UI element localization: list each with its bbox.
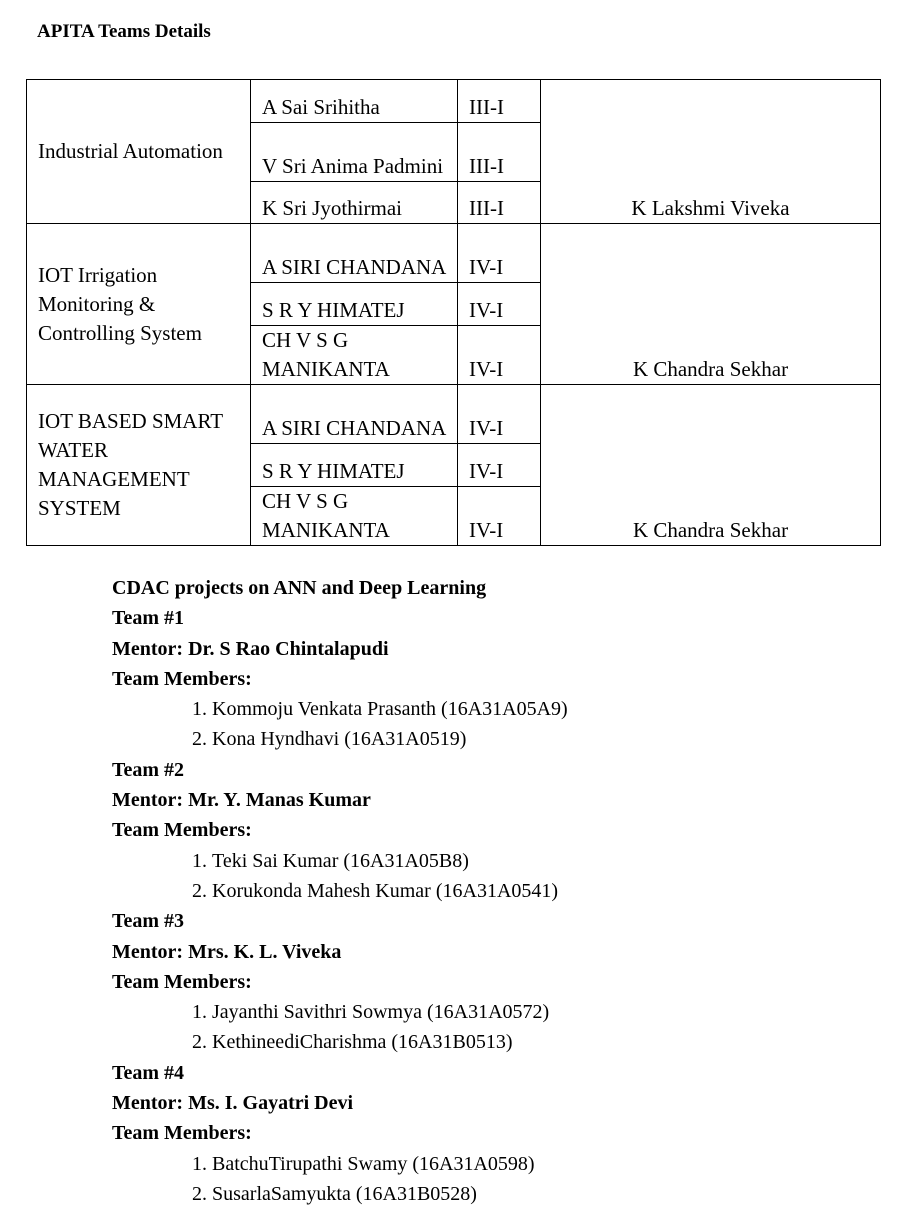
list-item: 1. Kommoju Venkata Prasanth (16A31A05A9) — [212, 694, 872, 724]
table-row — [27, 224, 881, 283]
member-year-cell: IV-I — [458, 224, 541, 283]
member-year-cell: III-I — [458, 123, 541, 182]
list-item: 1. Teki Sai Kumar (16A31A05B8) — [212, 846, 872, 876]
member-name-cell: CH V S G MANIKANTA — [251, 326, 458, 385]
team-members-label: Team Members: — [112, 1122, 252, 1145]
member-year-cell: IV-I — [458, 283, 541, 326]
member-name-cell: A SIRI CHANDANA — [251, 224, 458, 283]
list-item: 1. BatchuTirupathi Swamy (16A31A0598) — [212, 1149, 872, 1179]
list-item: 2. Korukonda Mahesh Kumar (16A31A0541) — [212, 876, 872, 906]
table-row — [27, 80, 881, 123]
team-heading: Team #1 — [112, 607, 185, 630]
member-name-cell: A Sai Srihitha — [251, 80, 458, 123]
member-year-cell: IV-I — [458, 487, 541, 546]
team-heading: Team #3 — [112, 910, 185, 933]
team-members-list — [112, 694, 872, 755]
mentor-cell: K Lakshmi Viveka — [541, 80, 881, 224]
team-members-label: Team Members: — [112, 819, 252, 842]
apita-teams-table — [26, 79, 881, 546]
member-year-cell: III-I — [458, 182, 541, 224]
team-members-list — [112, 997, 872, 1058]
member-year-cell: IV-I — [458, 444, 541, 487]
project-cell: IOT Irrigation Monitoring & Controlling System — [27, 224, 251, 385]
member-name-cell: S R Y HIMATEJ — [251, 444, 458, 487]
team-heading: Team #4 — [112, 1061, 185, 1084]
cdac-section — [112, 573, 872, 1209]
team-mentor: Mentor: Mrs. K. L. Viveka — [112, 940, 342, 963]
team-members-list — [112, 846, 872, 907]
cdac-title: CDAC projects on ANN and Deep Learning — [112, 577, 487, 599]
list-item: 2. KethineediCharishma (16A31B0513) — [212, 1027, 872, 1057]
member-year-cell: IV-I — [458, 326, 541, 385]
page-heading: APITA Teams Details — [37, 21, 211, 42]
member-year-cell: IV-I — [458, 385, 541, 444]
team-members-list — [112, 1149, 872, 1210]
member-year-cell: III-I — [458, 80, 541, 123]
member-name-cell: V Sri Anima Padmini — [251, 123, 458, 182]
list-item: 2. SusarlaSamyukta (16A31B0528) — [212, 1179, 872, 1209]
list-item: 2. Kona Hyndhavi (16A31A0519) — [212, 724, 872, 754]
team-mentor: Mentor: Ms. I. Gayatri Devi — [112, 1092, 354, 1115]
member-name-cell: S R Y HIMATEJ — [251, 283, 458, 326]
member-name-cell: A SIRI CHANDANA — [251, 385, 458, 444]
project-cell: Industrial Automation — [27, 80, 251, 224]
mentor-cell: K Chandra Sekhar — [541, 385, 881, 546]
project-cell: IOT BASED SMART WATER MANAGEMENT SYSTEM — [27, 385, 251, 546]
team-members-label: Team Members: — [112, 667, 252, 690]
mentor-cell: K Chandra Sekhar — [541, 224, 881, 385]
table-row — [27, 385, 881, 444]
team-members-label: Team Members: — [112, 970, 252, 993]
member-name-cell: CH V S G MANIKANTA — [251, 487, 458, 546]
member-name-cell: K Sri Jyothirmai — [251, 182, 458, 224]
list-item: 1. Jayanthi Savithri Sowmya (16A31A0572) — [212, 997, 872, 1027]
team-mentor: Mentor: Mr. Y. Manas Kumar — [112, 789, 371, 812]
team-heading: Team #2 — [112, 758, 185, 781]
team-mentor: Mentor: Dr. S Rao Chintalapudi — [112, 637, 389, 660]
